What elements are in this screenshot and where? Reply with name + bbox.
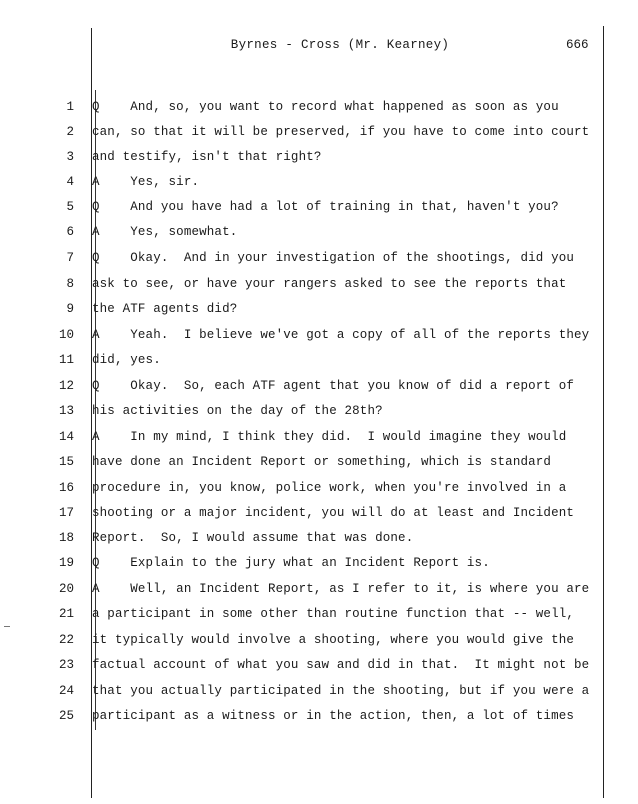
transcript-line: [0, 328, 600, 348]
line-number: 17: [58, 506, 74, 520]
line-number: 22: [58, 633, 74, 647]
line-number: 11: [58, 353, 74, 367]
line-text: factual account of what you saw and did in that. It might not be: [92, 658, 590, 672]
line-number: 4: [66, 175, 74, 189]
line-number: 1: [66, 100, 74, 114]
line-text: A Well, an Incident Report, as I refer to it, is where you are: [92, 582, 590, 596]
transcript-line: [0, 684, 600, 704]
transcript-line: [0, 251, 600, 271]
line-text: and testify, isn't that right?: [92, 150, 322, 164]
line-text: the ATF agents did?: [92, 302, 238, 316]
line-text: his activities on the day of the 28th?: [92, 404, 383, 418]
transcript-line: [0, 556, 600, 576]
transcript-line: [0, 709, 600, 729]
transcript-line: [0, 353, 600, 373]
line-text: procedure in, you know, police work, when you're involved in a: [92, 481, 567, 495]
line-text: ask to see, or have your rangers asked to see the reports that: [92, 277, 567, 291]
transcript-line: [0, 379, 600, 399]
line-text: Report. So, I would assume that was done.: [92, 531, 414, 545]
line-text: have done an Incident Report or something, which is standard: [92, 455, 552, 469]
line-number: 12: [58, 379, 74, 393]
line-text: a participant in some other than routine function that -- well,: [92, 607, 575, 621]
right-border-rule: [603, 26, 604, 798]
transcript-line: [0, 582, 600, 602]
page-header-title: Byrnes - Cross (Mr. Kearney): [230, 38, 450, 52]
line-number: 24: [58, 684, 74, 698]
transcript-line: [0, 100, 600, 120]
line-text: that you actually participated in the shooting, but if you were a: [92, 684, 590, 698]
line-text: A Yes, somewhat.: [92, 225, 238, 239]
transcript-line: [0, 200, 600, 220]
transcript-line: [0, 175, 600, 195]
line-number: 19: [58, 556, 74, 570]
transcript-line: [0, 506, 600, 526]
transcript-line: [0, 481, 600, 501]
line-text: Q Okay. So, each ATF agent that you know of did a report of: [92, 379, 575, 393]
line-text: can, so that it will be preserved, if you have to come into court: [92, 125, 590, 139]
line-number: 8: [66, 277, 74, 291]
line-text: A Yeah. I believe we've got a copy of all of the reports they: [92, 328, 590, 342]
transcript-line: [0, 225, 600, 245]
transcript-line: [0, 277, 600, 297]
line-number: 18: [58, 531, 74, 545]
line-text: did, yes.: [92, 353, 161, 367]
transcript-line: [0, 302, 600, 322]
line-number: 21: [58, 607, 74, 621]
line-text: Q Okay. And in your investigation of the shootings, did you: [92, 251, 575, 265]
line-number: 5: [66, 200, 74, 214]
line-number: 2: [66, 125, 74, 139]
line-number: 3: [66, 150, 74, 164]
line-text: A Yes, sir.: [92, 175, 200, 189]
transcript-line: [0, 404, 600, 424]
line-text: it typically would involve a shooting, where you would give the: [92, 633, 575, 647]
transcript-line: [0, 455, 600, 475]
page-number: 666: [566, 38, 589, 52]
line-number: 20: [58, 582, 74, 596]
line-number: 9: [66, 302, 74, 316]
line-number: 6: [66, 225, 74, 239]
transcript-line: [0, 150, 600, 170]
line-number: 14: [58, 430, 74, 444]
line-text: Q Explain to the jury what an Incident Report is.: [92, 556, 490, 570]
line-number: 7: [66, 251, 74, 265]
transcript-line: [0, 125, 600, 145]
transcript-line: [0, 430, 600, 450]
transcript-line: [0, 658, 600, 678]
transcript-line: [0, 633, 600, 653]
line-text: Q And, so, you want to record what happened as soon as you: [92, 100, 559, 114]
transcript-line: [0, 531, 600, 551]
line-text: Q And you have had a lot of training in that, haven't you?: [92, 200, 559, 214]
line-number: 13: [58, 404, 74, 418]
line-text: A In my mind, I think they did. I would imagine they would: [92, 430, 567, 444]
line-number: 23: [58, 658, 74, 672]
line-text: participant as a witness or in the action, then, a lot of times: [92, 709, 575, 723]
line-number: 25: [58, 709, 74, 723]
line-number: 10: [58, 328, 74, 342]
line-text: shooting or a major incident, you will do at least and Incident: [92, 506, 575, 520]
transcript-line: [0, 607, 600, 627]
line-number: 16: [58, 481, 74, 495]
line-number: 15: [58, 455, 74, 469]
